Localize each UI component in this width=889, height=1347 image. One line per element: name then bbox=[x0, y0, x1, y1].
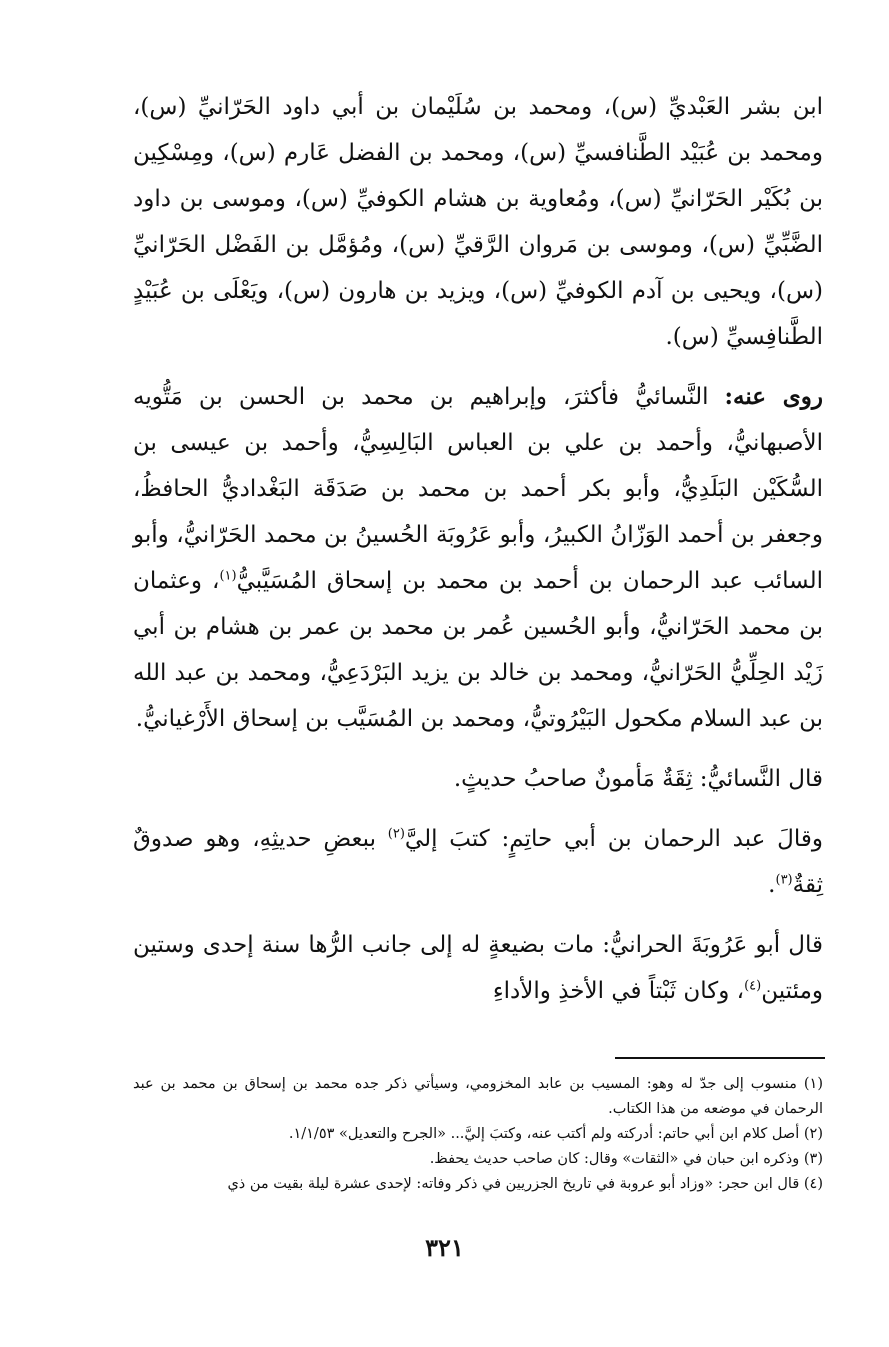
footnote-ref: (٤) bbox=[744, 978, 762, 994]
paragraph-text: النَّسائيُّ فأكثرَ، وإبراهيم بن محمد بن الحسن بن مَتُّويه الأصبهانيُّ، وأحمد بن علي بن العباس البَالِسِيُّ، وأحمد بن عيسى بن السُّكَيْن البَلَدِيُّ، وأبو بكر أحمد بن محمد بن صَدَقَة البَغْداديُّ الحافظُ، وجعفر بن أحمد الوَزّانُ الكبيرُ، وأبو عَرُوبَة الحُسينُ بن محمد الحَرّانيُّ، وأبو السائب عبد الرحمان بن أحمد بن محمد بن إسحاق المُسَيَّبيُّ bbox=[133, 384, 823, 594]
section-lead: روى عنه: bbox=[724, 383, 823, 410]
footnote-3: (٣) وذكره ابن حبان في «الثقات» وقال: كان صاحب حديث يحفظ. bbox=[429, 1151, 823, 1167]
paragraph-text: ابن بشر العَبْديِّ (س)، ومحمد بن سُلَيْمان بن أبي داود الحَرّانيِّ (س)، ومحمد بن عُبَيْد الطَّنافسيِّ (س)، ومحمد بن الفضل عَارم (س)، ومِسْكِين بن بُكَيْر الحَرّانيِّ (س)، ومُعاوية بن هشام الكوفيِّ (س)، وموسى بن داود الضَّبِّيِّ (س)، وموسى بن مَروان الرَّقيِّ (س)، ومُؤمَّل بن الفَضْل الحَرّانيِّ (س)، ويحيى بن آدم الكوفيِّ (س)، ويزيد بن هارون (س)، ويَعْلَى بن عُبَيْدٍ الطَّنافِسيِّ (س). bbox=[133, 94, 823, 350]
paragraph-text: وقالَ عبد الرحمان بن أبي حاتِمٍ: كتبَ إليَّ bbox=[404, 826, 823, 852]
footnote-divider bbox=[615, 1057, 825, 1059]
narrators-continuation-paragraph bbox=[133, 84, 823, 360]
ibn-abi-hatim-paragraph bbox=[133, 816, 823, 908]
footnote-ref: (١) bbox=[219, 568, 237, 584]
footnote-ref: (٢) bbox=[387, 826, 405, 842]
footnote-4: (٤) قال ابن حجر: «وزاد أبو عروبة في تاريخ الجزريين في ذكر وفاته: لإحدى عشرة ليلة بقيت من ذي bbox=[227, 1176, 823, 1192]
footnote-ref: (٣) bbox=[775, 872, 793, 888]
abu-aruba-paragraph bbox=[133, 922, 823, 1014]
nasai-statement-paragraph bbox=[133, 756, 823, 802]
paragraph-text-continued: ببعضِ حديثِهِ، وهو صدوقٌ ثِقةٌ bbox=[133, 826, 823, 898]
paragraph-text: قال النَّسائيُّ: ثِقَةٌ مَأمونٌ صاحبُ حديثٍ. bbox=[453, 766, 823, 792]
paragraph-text-continued: ، وكان ثَبْتاً في الأخذِ والأداءِ bbox=[492, 978, 745, 1004]
paragraph-text: قال أبو عَرُوبَةَ الحرانيُّ: مات بضيعةٍ له إلى جانب الرُّها سنة إحدى وستين ومئتين bbox=[133, 932, 823, 1004]
main-text bbox=[133, 84, 823, 1014]
footnote-1: (١) منسوب إلى جدّ له وهو: المسيب بن عابد المخزومي، وسيأتي ذكر جده محمد بن إسحاق بن محمد بن عبد الرحمان في موضعه من هذا الكتاب. bbox=[133, 1076, 823, 1117]
transmitted-from-paragraph bbox=[133, 374, 823, 742]
paragraph-text-continued: ، وعثمان بن محمد الحَرّانيُّ، وأبو الحُسين عُمر بن محمد بن عمر بن هشام بن أبي زَيْد الحِلِّيُّ الحَرّانيُّ، ومحمد بن خالد بن يزيد البَرْدَعِيُّ، ومحمد بن عبد الله بن عبد السلام مكحول البَيْرُوتيُّ، ومحمد بن المُسَيَّب بن إسحاق الأَرْغيانيُّ. bbox=[133, 568, 823, 732]
footnote-2: (٢) أصل كلام ابن أبي حاتم: أدركته ولم أكتب عنه، وكتبَ إليَّ... «الجرح والتعديل» ١/١/٥٣. bbox=[288, 1126, 823, 1142]
footnotes bbox=[133, 1072, 823, 1197]
paragraph-text-end: . bbox=[768, 872, 776, 898]
page-number: ٣٢١ bbox=[425, 1233, 464, 1262]
